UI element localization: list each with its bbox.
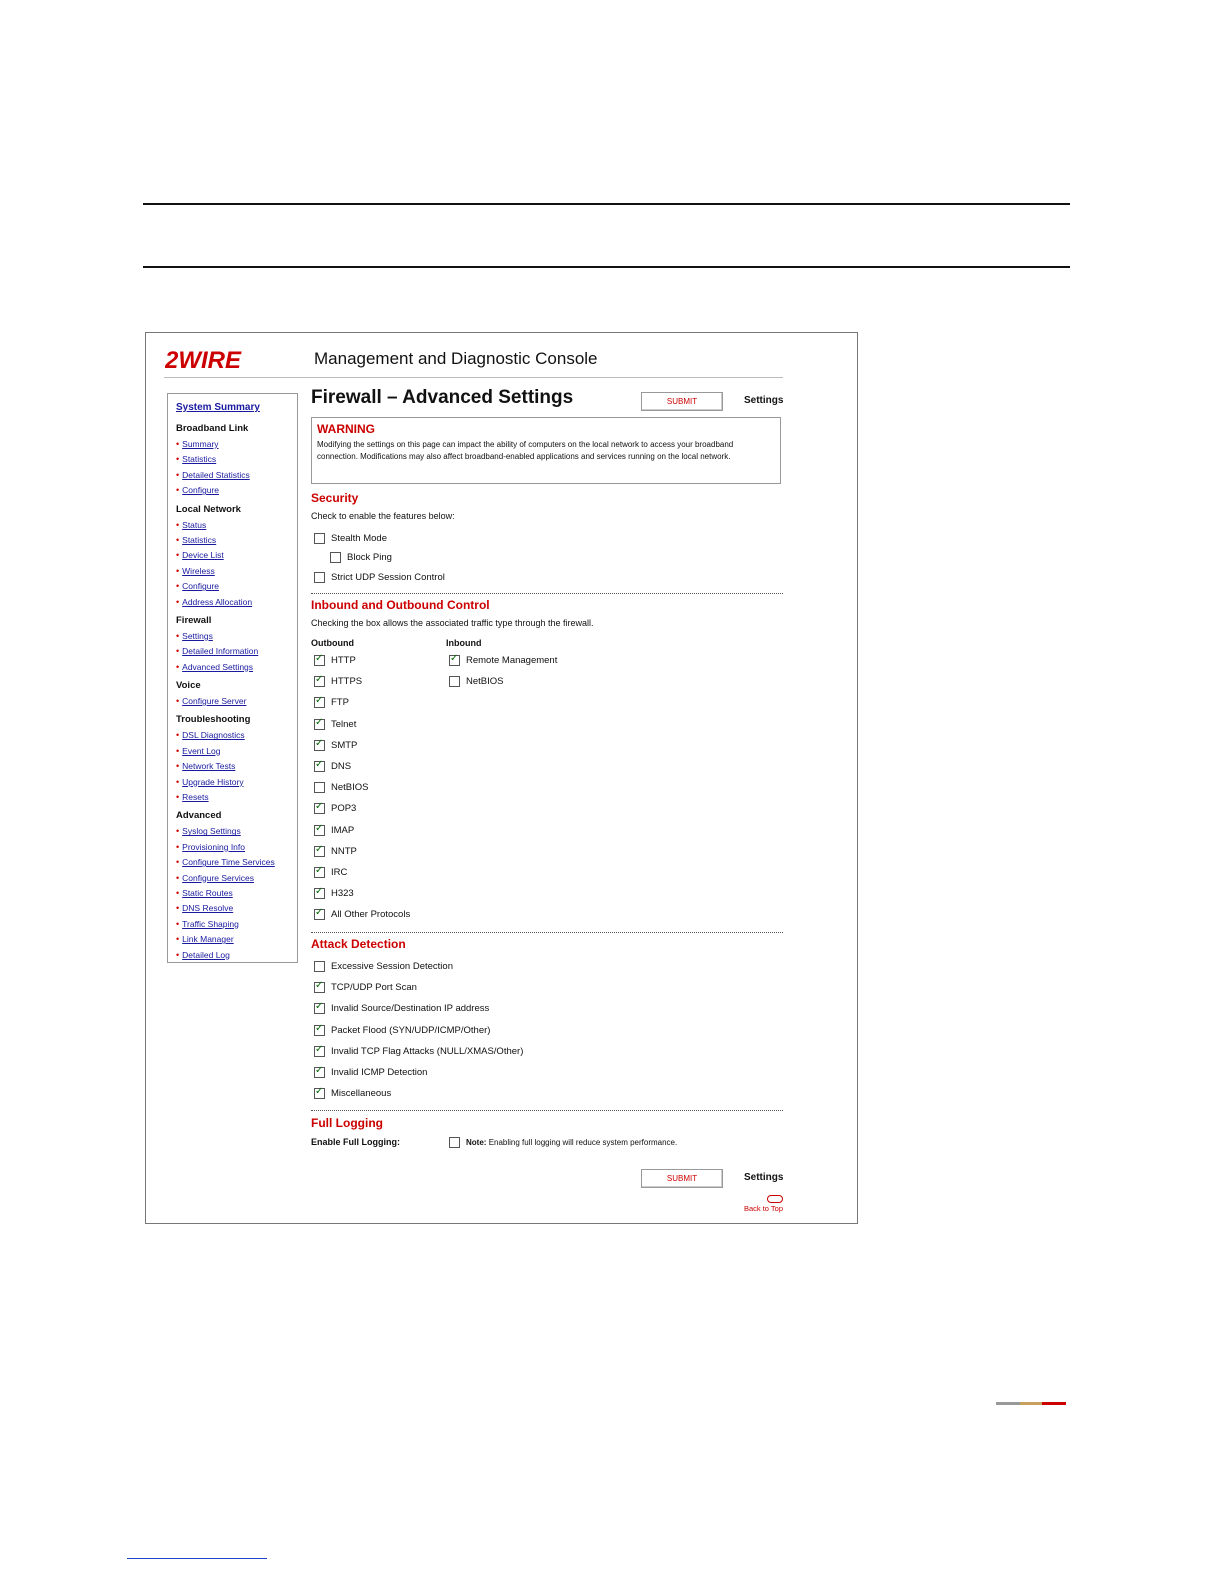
full-logging-checkbox[interactable] xyxy=(449,1137,677,1148)
sidebar-section-title: Troubleshooting xyxy=(176,714,251,726)
checkbox-label: Strict UDP Session Control xyxy=(331,572,445,583)
bullet-icon: • xyxy=(176,485,180,496)
strict-udp-checkbox[interactable] xyxy=(314,572,445,583)
checkbox-label: Telnet xyxy=(331,718,357,730)
sidebar-item[interactable] xyxy=(176,840,297,855)
logging-note-text: Enabling full logging will reduce system performance. xyxy=(488,1138,678,1147)
sidebar-item[interactable] xyxy=(176,579,297,594)
checkbox-box[interactable] xyxy=(314,961,325,972)
top-rule xyxy=(143,203,1070,205)
inbound-checkbox[interactable] xyxy=(449,676,504,687)
sidebar-link[interactable]: Summary xyxy=(182,439,219,449)
sidebar-item[interactable] xyxy=(176,694,297,709)
sidebar-system-summary-link[interactable]: System Summary xyxy=(176,402,260,413)
attack-checkbox[interactable] xyxy=(314,1046,523,1057)
attack-checkbox[interactable] xyxy=(314,961,453,972)
sidebar-link[interactable]: Resets xyxy=(182,792,209,803)
checkbox-box[interactable] xyxy=(314,533,325,544)
checkbox-box[interactable] xyxy=(449,676,460,687)
checkbox-label: NetBIOS xyxy=(466,676,504,688)
sidebar-item[interactable] xyxy=(176,948,297,963)
checkbox-box[interactable] xyxy=(314,1088,325,1099)
warning-title: WARNING xyxy=(317,422,375,436)
footer-link-underline xyxy=(127,1558,267,1559)
bullet-icon: • xyxy=(176,792,180,803)
sidebar-link[interactable]: Detailed Information xyxy=(182,646,259,657)
sidebar-link[interactable]: Wireless xyxy=(182,565,215,576)
checkbox-box[interactable] xyxy=(314,846,325,857)
sidebar-link[interactable]: Advanced Settings xyxy=(182,661,254,672)
checkbox-box[interactable] xyxy=(314,1067,325,1078)
checkbox-box[interactable] xyxy=(314,888,325,899)
sidebar-item[interactable] xyxy=(176,871,297,886)
inbound-header: Inbound xyxy=(446,638,482,648)
sidebar-link[interactable]: Detailed Statistics xyxy=(182,469,250,480)
sidebar-link[interactable]: DSL Diagnostics xyxy=(182,730,245,741)
submit-button-top[interactable]: SUBMIT xyxy=(641,392,723,411)
checkbox-label: All Other Protocols xyxy=(331,909,411,921)
sidebar-link[interactable]: Address Allocation xyxy=(182,596,253,607)
sidebar-item[interactable] xyxy=(176,744,297,759)
sidebar-item[interactable] xyxy=(176,917,297,932)
sidebar-section-title: Advanced xyxy=(176,810,222,822)
sidebar-item[interactable] xyxy=(176,932,297,947)
checkbox-box[interactable] xyxy=(314,740,325,751)
checkbox-label: Block Ping xyxy=(347,552,392,563)
section-divider xyxy=(311,593,783,594)
checkbox-box[interactable] xyxy=(314,761,325,772)
sidebar-item[interactable] xyxy=(176,452,297,467)
sidebar-item[interactable] xyxy=(176,437,297,452)
bullet-icon: • xyxy=(176,949,180,960)
checkbox-label: H323 xyxy=(331,888,354,900)
bullet-icon: • xyxy=(176,857,180,868)
sidebar-item[interactable] xyxy=(176,548,297,563)
bullet-icon: • xyxy=(176,918,180,929)
checkbox-label: NNTP xyxy=(331,845,357,857)
bullet-icon: • xyxy=(176,646,180,657)
sidebar-item[interactable] xyxy=(176,660,297,675)
checkbox-label: POP3 xyxy=(331,803,357,815)
outbound-checkbox[interactable] xyxy=(314,782,369,793)
sidebar-link[interactable]: Device List xyxy=(182,550,224,561)
sidebar-link[interactable]: Statistics xyxy=(182,454,217,465)
outbound-checkbox[interactable] xyxy=(314,846,357,857)
checkbox-box[interactable] xyxy=(314,1046,325,1057)
attack-title: Attack Detection xyxy=(311,937,406,951)
sidebar-link[interactable]: Configure xyxy=(182,485,220,496)
checkbox-box[interactable] xyxy=(314,803,325,814)
security-title: Security xyxy=(311,491,359,505)
sidebar-link[interactable]: Provisioning Info xyxy=(182,841,245,852)
checkbox-box[interactable] xyxy=(314,1003,325,1014)
checkbox-box[interactable] xyxy=(314,655,325,666)
bullet-icon: • xyxy=(176,581,180,592)
page-title: Firewall – Advanced Settings xyxy=(311,387,574,408)
checkbox-label: Invalid Source/Destination IP address xyxy=(331,1003,490,1015)
checkbox-box[interactable] xyxy=(449,1137,460,1148)
security-note: Check to enable the features below: xyxy=(311,511,455,521)
settings-label-bottom: Settings xyxy=(744,1172,784,1183)
checkbox-label: Remote Management xyxy=(466,655,558,666)
checkbox-box[interactable] xyxy=(330,552,341,563)
bullet-icon: • xyxy=(176,745,180,756)
outbound-checkbox[interactable] xyxy=(314,719,356,730)
outbound-checkbox[interactable] xyxy=(314,888,354,899)
bullet-icon: • xyxy=(176,596,180,607)
checkbox-box[interactable] xyxy=(314,697,325,708)
bullet-icon: • xyxy=(176,887,180,898)
bullet-icon: • xyxy=(176,730,180,741)
screenshot-frame xyxy=(145,332,858,1224)
logging-note-bold: Note: xyxy=(466,1138,487,1147)
sidebar-item[interactable] xyxy=(176,518,297,533)
outbound-checkbox[interactable] xyxy=(314,676,362,687)
checkbox-label: Stealth Mode xyxy=(331,533,387,544)
sidebar-link[interactable]: Configure Services xyxy=(182,872,254,883)
checkbox-label: HTTP xyxy=(331,655,356,666)
sidebar-link[interactable]: Configure xyxy=(182,581,220,592)
back-to-top-label: Back to Top xyxy=(743,1204,783,1213)
accent-bar-red xyxy=(1042,1402,1066,1405)
sidebar-link[interactable]: Event Log xyxy=(182,745,221,756)
checkbox-box[interactable] xyxy=(314,676,325,687)
sidebar-link[interactable]: Upgrade History xyxy=(182,776,244,787)
checkbox-box[interactable] xyxy=(314,982,325,993)
outbound-checkbox[interactable] xyxy=(314,655,356,666)
sidebar-item[interactable] xyxy=(176,483,297,498)
checkbox-label: Excessive Session Detection xyxy=(331,961,453,972)
checkbox-box[interactable] xyxy=(314,1025,325,1036)
sidebar-link[interactable]: Network Tests xyxy=(182,761,236,772)
bullet-icon: • xyxy=(176,439,180,449)
checkbox-label: FTP xyxy=(331,697,349,709)
header-divider xyxy=(164,377,783,378)
2wire-logo xyxy=(165,347,261,371)
second-rule xyxy=(143,266,1070,268)
svg-text:2WIRE: 2WIRE xyxy=(165,347,242,371)
sidebar-link[interactable]: Syslog Settings xyxy=(182,826,241,837)
checkbox-box[interactable] xyxy=(314,782,325,793)
bullet-icon: • xyxy=(176,565,180,576)
attack-checkbox[interactable] xyxy=(314,1003,489,1014)
checkbox-label: Miscellaneous xyxy=(331,1088,392,1100)
checkbox-label: IMAP xyxy=(331,824,355,836)
checkbox-box[interactable] xyxy=(314,719,325,730)
outbound-checkbox[interactable] xyxy=(314,697,349,708)
bullet-icon: • xyxy=(176,934,180,945)
outbound-checkbox[interactable] xyxy=(314,867,347,878)
checkbox-label: HTTPS xyxy=(331,676,363,688)
settings-label-top: Settings xyxy=(744,395,784,406)
sidebar-link[interactable]: Configure Server xyxy=(182,696,247,707)
sidebar-section-title: Voice xyxy=(176,680,201,692)
sidebar-item[interactable] xyxy=(176,468,297,483)
checkbox-label: NetBIOS xyxy=(331,782,369,794)
attack-checkbox[interactable] xyxy=(314,1025,490,1036)
checkbox-label: Invalid TCP Flag Attacks (NULL/XMAS/Other) xyxy=(331,1045,524,1057)
sidebar-link[interactable]: Statistics xyxy=(182,534,217,545)
outbound-checkbox[interactable] xyxy=(314,803,356,814)
checkbox-label: DNS xyxy=(331,761,352,772)
sidebar-item[interactable] xyxy=(176,824,297,839)
outbound-checkbox[interactable] xyxy=(314,825,354,836)
attack-checkbox[interactable] xyxy=(314,982,417,993)
outbound-checkbox[interactable] xyxy=(314,740,357,751)
sidebar-item[interactable] xyxy=(176,728,297,743)
section-divider xyxy=(311,932,783,933)
warning-text: Modifying the settings on this page can impact the ability of computers on the local network to access your broadband connection. Modifications may also affect broadband-enabled applications and services running on the local network. xyxy=(317,440,734,461)
enable-logging-label: Enable Full Logging: xyxy=(311,1137,400,1147)
sidebar-link[interactable]: Traffic Shaping xyxy=(182,918,239,929)
sidebar-link[interactable]: Configure Time Services xyxy=(182,857,275,868)
sidebar-link[interactable]: DNS Resolve xyxy=(182,903,234,914)
section-divider xyxy=(311,1110,783,1111)
outbound-checkbox[interactable] xyxy=(314,909,410,920)
checkbox-box[interactable] xyxy=(314,572,325,583)
sidebar-link[interactable]: Static Routes xyxy=(182,887,233,898)
sidebar-item[interactable] xyxy=(176,775,297,790)
checkbox-box[interactable] xyxy=(449,655,460,666)
checkbox-box[interactable] xyxy=(314,867,325,878)
bullet-icon: • xyxy=(176,696,180,707)
sidebar-item[interactable] xyxy=(176,533,297,548)
sidebar-item[interactable] xyxy=(176,886,297,901)
outbound-checkbox[interactable] xyxy=(314,761,351,772)
bullet-icon: • xyxy=(176,630,180,641)
sidebar-section-title: Firewall xyxy=(176,614,212,626)
warning-box xyxy=(311,417,781,484)
attack-checkbox[interactable] xyxy=(314,1067,427,1078)
stealth-mode-checkbox[interactable] xyxy=(314,533,387,544)
accent-bar-tan xyxy=(1020,1402,1042,1405)
sidebar-nav xyxy=(167,393,298,963)
console-title: Management and Diagnostic Console xyxy=(314,349,598,368)
attack-checkbox[interactable] xyxy=(314,1088,391,1099)
sidebar-section-title: Local Network xyxy=(176,503,241,515)
sidebar-item[interactable] xyxy=(176,790,297,805)
checkbox-label: Packet Flood (SYN/UDP/ICMP/Other) xyxy=(331,1024,491,1036)
checkbox-label: SMTP xyxy=(331,739,358,751)
sidebar-item[interactable] xyxy=(176,644,297,659)
checkbox-label: Invalid ICMP Detection xyxy=(331,1067,428,1078)
logging-title: Full Logging xyxy=(311,1116,383,1130)
back-to-top-icon xyxy=(767,1195,783,1203)
checkbox-label: IRC xyxy=(331,867,348,878)
sidebar-link[interactable]: Link Manager xyxy=(182,934,234,945)
bullet-icon: • xyxy=(176,519,180,530)
outbound-header: Outbound xyxy=(311,638,354,648)
sidebar-link[interactable]: Detailed Log xyxy=(182,949,230,960)
bullet-icon: • xyxy=(176,826,180,837)
bullet-icon: • xyxy=(176,469,180,480)
sidebar-item[interactable] xyxy=(176,595,297,610)
accent-bar-gray xyxy=(996,1402,1020,1405)
checkbox-box[interactable] xyxy=(314,825,325,836)
sidebar-section-title: Broadband Link xyxy=(176,423,249,434)
bullet-icon: • xyxy=(176,903,180,914)
block-ping-checkbox[interactable] xyxy=(330,552,392,563)
bullet-icon: • xyxy=(176,550,180,561)
bullet-icon: • xyxy=(176,454,180,465)
sidebar-link[interactable]: Settings xyxy=(182,630,213,641)
inout-title: Inbound and Outbound Control xyxy=(311,598,490,612)
bullet-icon: • xyxy=(176,841,180,852)
bullet-icon: • xyxy=(176,872,180,883)
bullet-icon: • xyxy=(176,661,180,672)
checkbox-box[interactable] xyxy=(314,909,325,920)
sidebar-item[interactable] xyxy=(176,901,297,916)
bullet-icon: • xyxy=(176,534,180,545)
sidebar-item[interactable] xyxy=(176,855,297,870)
bullet-icon: • xyxy=(176,776,180,787)
submit-button-bottom[interactable]: SUBMIT xyxy=(641,1169,723,1188)
checkbox-label: TCP/UDP Port Scan xyxy=(331,982,417,994)
inout-note: Checking the box allows the associated traffic type through the firewall. xyxy=(311,618,594,628)
inbound-checkbox[interactable] xyxy=(449,655,557,666)
sidebar-item[interactable] xyxy=(176,759,297,774)
sidebar-link[interactable]: Status xyxy=(182,519,207,530)
bullet-icon: • xyxy=(176,761,180,772)
sidebar-item[interactable] xyxy=(176,629,297,644)
back-to-top-link[interactable] xyxy=(744,1195,783,1213)
sidebar-item[interactable] xyxy=(176,564,297,579)
